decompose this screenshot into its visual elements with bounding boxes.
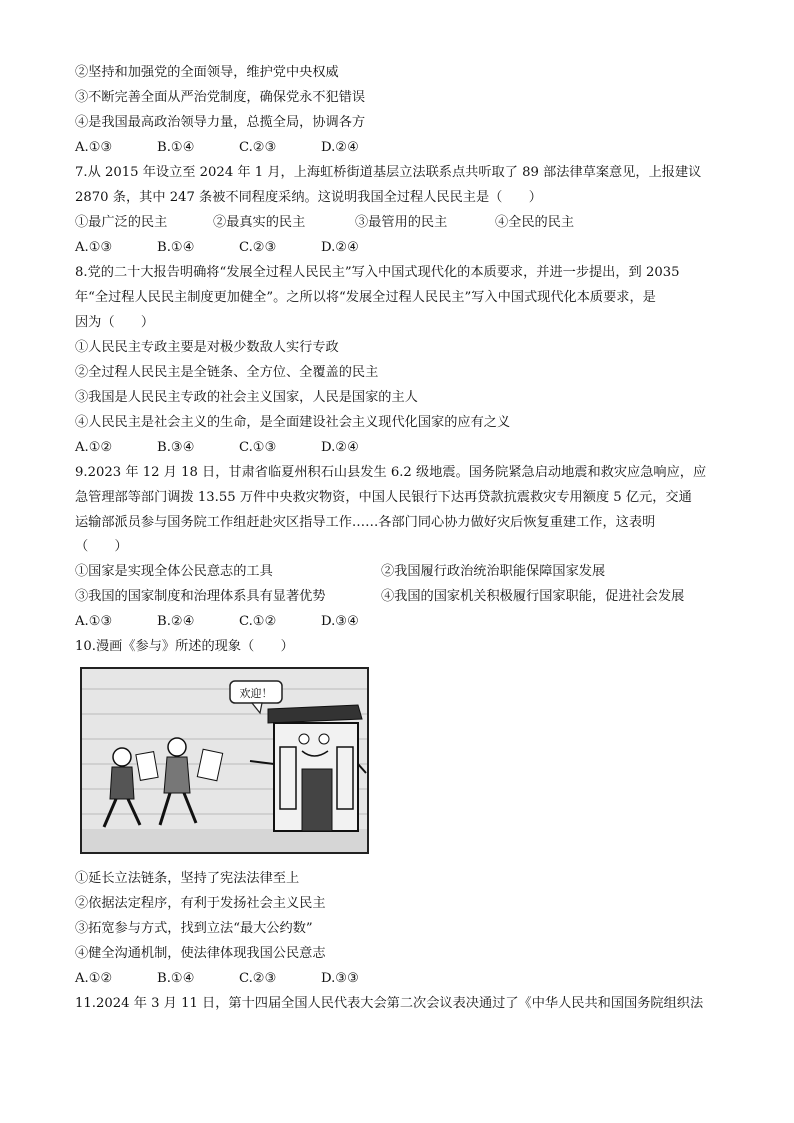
answer-c: C.①②	[239, 614, 277, 629]
answer-d: D.②④	[321, 440, 359, 455]
answer-d: D.③④	[321, 614, 359, 629]
answer-c: C.①③	[239, 440, 277, 455]
speech-bubble-text: 欢迎！	[239, 687, 273, 700]
option-line: ③不断完善全面从严治党制度，确保党永不犯错误	[75, 90, 366, 105]
question-8-stem: 8.党的二十大报告明确将“发展全过程人民民主”写入中国式现代化的本质要求，并进一步提出，到 2035	[75, 265, 680, 280]
question-9-stem: 运输部派员参与国务院工作组赶赴灾区指导工作……各部门同心协力做好灾后恢复重建工作，这表明	[75, 515, 656, 530]
option-line: ①延长立法链条，坚持了宪法法律至上	[75, 871, 300, 886]
answer-a: A.①③	[75, 614, 113, 629]
option-3: ③我国的国家制度和治理体系具有显著优势	[75, 589, 326, 604]
answer-b: B.①④	[157, 971, 195, 986]
answer-d: D.③③	[321, 971, 359, 986]
answer-b: B.①④	[157, 240, 195, 255]
answer-d: D.②④	[321, 240, 359, 255]
answer-row	[75, 438, 359, 458]
answer-a: A.①②	[75, 971, 113, 986]
answer-a: A.①②	[75, 440, 113, 455]
answer-a: A.①③	[75, 240, 113, 255]
question-8-stem: 因为（ ）	[75, 315, 155, 330]
answer-b: B.②④	[157, 614, 195, 629]
option-2: ②最真实的民主	[213, 215, 306, 230]
option-4: ④我国的国家机关积极履行国家职能，促进社会发展	[381, 589, 685, 604]
option-1: ①最广泛的民主	[75, 215, 168, 230]
option-2: ②我国履行政治统治职能保障国家发展	[381, 564, 606, 579]
cartoon-participation	[80, 667, 369, 854]
question-8-stem: 年“全过程人民民主制度更加健全”。之所以将“发展全过程人民民主”写入中国式现代化本质要求，是	[75, 290, 656, 305]
answer-c: C.②③	[239, 140, 277, 155]
answer-b: B.③④	[157, 440, 195, 455]
answer-row	[75, 612, 359, 632]
option-1: ①国家是实现全体公民意志的工具	[75, 564, 273, 579]
option-line: ②坚持和加强党的全面领导，维护党中央权威	[75, 65, 339, 80]
option-3: ③最管用的民主	[355, 215, 448, 230]
question-10-stem: 10.漫画《参与》所述的现象（ ）	[75, 639, 294, 654]
option-line: ④健全沟通机制，使法律体现我国公民意志	[75, 946, 326, 961]
option-row	[75, 213, 574, 233]
option-line: ③我国是人民民主专政的社会主义国家，人民是国家的主人	[75, 390, 418, 405]
answer-b: B.①④	[157, 140, 195, 155]
option-row	[75, 587, 684, 607]
option-line: ④人民民主是社会主义的生命，是全面建设社会主义现代化国家的应有之义	[75, 415, 511, 430]
option-line: ①人民民主专政主要是对极少数敌人实行专政	[75, 340, 339, 355]
answer-row	[75, 238, 359, 258]
question-11-stem: 11.2024 年 3 月 11 日，第十四届全国人民代表大会第二次会议表决通过了《中华人民共和国国务院组织法	[75, 996, 704, 1011]
option-line: ②依据法定程序，有利于发扬社会主义民主	[75, 896, 326, 911]
question-7-stem: 2870 条，其中 247 条被不同程度采纳。这说明我国全过程人民民主是（ ）	[75, 190, 542, 205]
question-9-stem: （ ）	[75, 539, 128, 554]
option-line: ④是我国最高政治领导力量，总揽全局，协调各方	[75, 115, 366, 130]
answer-d: D.②④	[321, 140, 359, 155]
question-9-stem: 9.2023 年 12 月 18 日，甘肃省临夏州积石山县发生 6.2 级地震。国务院紧急启动地震和救灾应急响应，应	[75, 465, 707, 480]
question-9-stem: 急管理部等部门调拨 13.55 万件中央救灾物资，中国人民银行下达再贷款抗震救灾专用额度 5 亿元，交通	[75, 490, 692, 505]
answer-c: C.②③	[239, 971, 277, 986]
option-line: ③拓宽参与方式，找到立法“最大公约数”	[75, 921, 313, 936]
answer-row	[75, 969, 359, 989]
option-4: ④全民的民主	[495, 215, 575, 230]
answer-c: C.②③	[239, 240, 277, 255]
option-line: ②全过程人民民主是全链条、全方位、全覆盖的民主	[75, 365, 379, 380]
option-row	[75, 562, 605, 582]
question-7-stem: 7.从 2015 年设立至 2024 年 1 月，上海虹桥街道基层立法联系点共听取了 89 部法律草案意见，上报建议	[75, 165, 702, 180]
cartoon-drawing	[82, 669, 367, 852]
answer-a: A.①③	[75, 140, 113, 155]
answer-row	[75, 138, 359, 158]
